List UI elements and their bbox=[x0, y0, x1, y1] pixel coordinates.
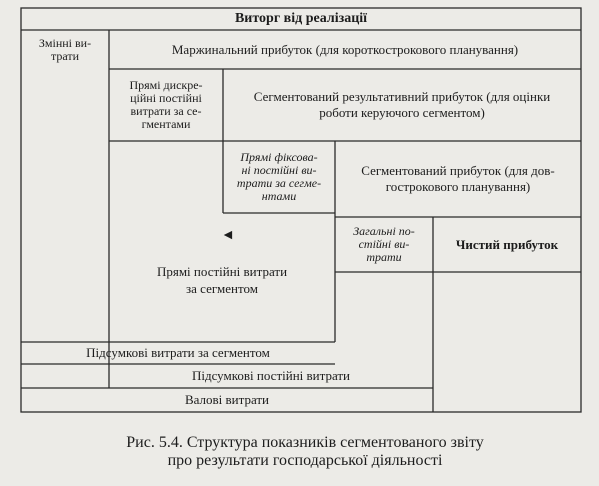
common-fixed-label: Загальні по- стійні ви- трати bbox=[353, 224, 415, 264]
total-fixed-costs-label: Підсумкові постійні витрати bbox=[191, 368, 351, 383]
net-profit-label: Чистий прибуток bbox=[455, 236, 559, 252]
direct-fixed-by-segment-label: Прямі постійні витрати за сегментом bbox=[156, 264, 288, 296]
segment-performance-profit-label: Сегментований результативний прибуток (для оцінки роботи керуючого сегментом) bbox=[253, 89, 551, 120]
total-costs-by-segment-label: Підсумкові витрати за сегментом bbox=[86, 345, 270, 360]
figure-caption: Рис. 5.4. Структура показників сегментованого звіту про результати господарської діяльності bbox=[126, 434, 484, 469]
direct-committed-fixed-label: Прямі фіксова- ні постійні ви- трати за сегме- нтами bbox=[236, 150, 322, 203]
revenue-title: Виторг від реалізації bbox=[234, 11, 368, 26]
gross-costs-label: Валові витрати bbox=[184, 392, 270, 407]
segment-profit-long-term-label: Сегментований прибуток (для дов- гострокового планування) bbox=[361, 163, 555, 194]
direct-discretionary-fixed-label: Прямі дискре- ційні постійні витрати за се- гментами bbox=[129, 78, 203, 131]
marginal-profit-label: Маржинальний прибуток (для короткострокового планування) bbox=[171, 41, 519, 57]
arrow-left-icon: ◄ bbox=[221, 228, 235, 243]
variable-costs-label: Змінні ви- трати bbox=[38, 36, 92, 63]
